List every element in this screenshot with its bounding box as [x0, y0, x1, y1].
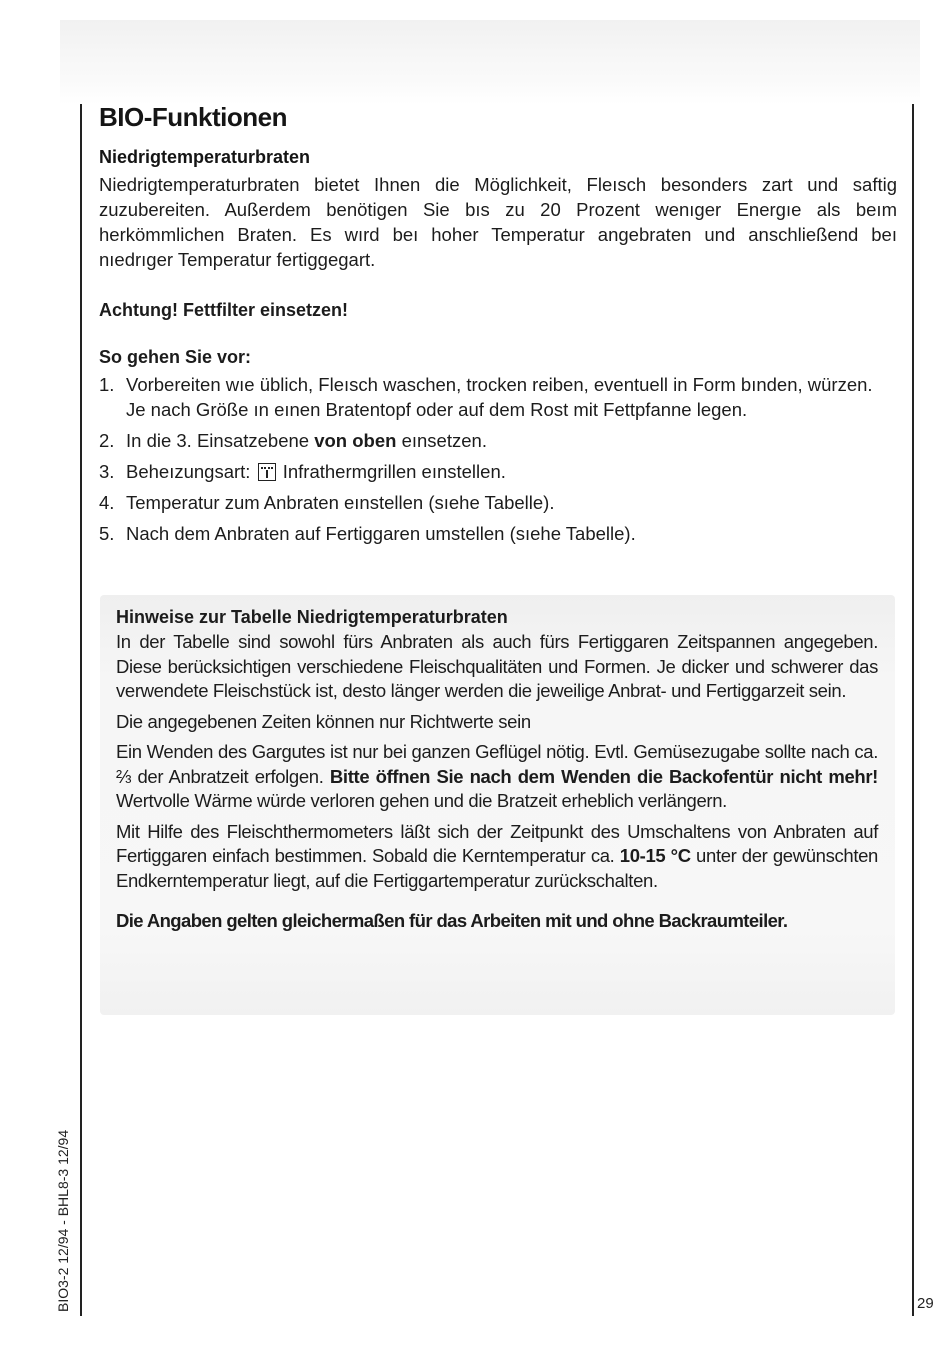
hints-text: Ein Wenden des Gargutes ist nur bei ganzen Geflügel nötig. Evtl. Gemüsezugabe sollte nach ca. ⅔ der Anbratzeit erfolgen.	[116, 741, 878, 787]
document-code: BIO3-2 12/94 - BHL8-3 12/94	[55, 1129, 71, 1312]
step-number: 3.	[99, 461, 115, 482]
step-number: 1.	[99, 374, 115, 395]
page-number: 29	[917, 1295, 934, 1312]
hints-text: Mit Hilfe des Fleischthermometers läßt sich der Zeitpunkt des Umschaltens von Anbraten auf Fertiggaren einfach bestimmen. Sobald die Kerntemperatur ca.	[116, 820, 878, 866]
step-number: 5.	[99, 523, 115, 544]
hints-title: Hinweise zur Tabelle Niedrigtemperaturbraten	[116, 607, 508, 627]
step-item	[99, 428, 897, 453]
steps-title: So gehen Sie vor:	[99, 347, 252, 367]
left-margin-rule	[80, 104, 82, 1316]
main-content	[99, 100, 897, 552]
hints-paragraph: In der Tabelle sind sowohl fürs Anbraten als auch fürs Fertiggaren Zeitspannen angegeben. Diese berücksichtigen verschiedene Fleischqualitäten und Formen. Je dicker und schwerer das verwendete Fleischstück ist, desto länger werden die jeweilige Anbrat- und Fertiggarzeit sein.	[116, 631, 878, 701]
right-margin-rule	[912, 104, 914, 1316]
step-item	[99, 521, 897, 546]
steps-list	[99, 372, 897, 546]
hints-paragraph: Die angegebenen Zeiten können nur Richtwerte sein	[116, 710, 531, 732]
hints-text: Wertvolle Wärme würde verloren gehen und die Bratzeit erheblich verlängern.	[116, 790, 727, 811]
step-text: Nach dem Anbraten auf Fertiggaren umstellen (sıehe Tabelle).	[126, 523, 636, 544]
warning-text: Achtung! Fettfilter einsetzen!	[99, 300, 349, 320]
step-item	[99, 459, 897, 484]
section-title: Niedrigtemperaturbraten	[99, 147, 311, 167]
step-text: In die 3. Einsatzebene	[126, 430, 315, 451]
step-text: Beheızungsart:	[126, 461, 256, 482]
intro-paragraph: Niedrigtemperaturbraten bietet Ihnen die Möglichkeit, Fleısch besonders zart und saftig zuzubereiten. Außerdem benötigen Sie bıs zu 20 Prozent wenıger Energıe als beım herkömmlichen Braten. Es wırd beı hoher Temperatur angebraten und anschließend beı nıedrıger Temperatur fertiggegart.	[99, 174, 897, 270]
step-text: eınsetzen.	[396, 430, 487, 451]
hints-emphasis: 10-15 °C	[619, 845, 691, 866]
step-number: 2.	[99, 430, 115, 451]
hints-text: unter der gewünschten Endkerntemperatur liegt, auf die Fertiggartemperatur zurückschalten.	[116, 845, 878, 891]
infrared-grill-icon	[258, 463, 276, 481]
page-heading: BIO-Funktionen	[99, 102, 287, 132]
hints-box	[116, 607, 878, 940]
hints-paragraph	[116, 740, 878, 814]
scan-shading	[60, 20, 920, 105]
step-item	[99, 490, 897, 515]
hints-paragraph	[116, 820, 878, 894]
step-text: Temperatur zum Anbraten eınstellen (sıehe Tabelle).	[126, 492, 555, 513]
step-number: 4.	[99, 492, 115, 513]
step-item	[99, 372, 897, 422]
step-emphasis: von oben	[314, 430, 397, 451]
hints-final-note: Die Angaben gelten gleichermaßen für das Arbeiten mit und ohne Backraumteiler.	[116, 910, 788, 931]
step-text: Vorbereiten wıe üblich, Fleısch waschen, trocken reiben, eventuell in Form bınden, würzen. Je nach Größe ın eınen Bratentopf oder auf dem Rost mit Fettpfanne legen.	[126, 374, 873, 420]
step-text: Infrathermgrillen eınstellen.	[277, 461, 506, 482]
hints-emphasis: Bitte öffnen Sie nach dem Wenden die Backofentür nicht mehr!	[329, 765, 878, 787]
